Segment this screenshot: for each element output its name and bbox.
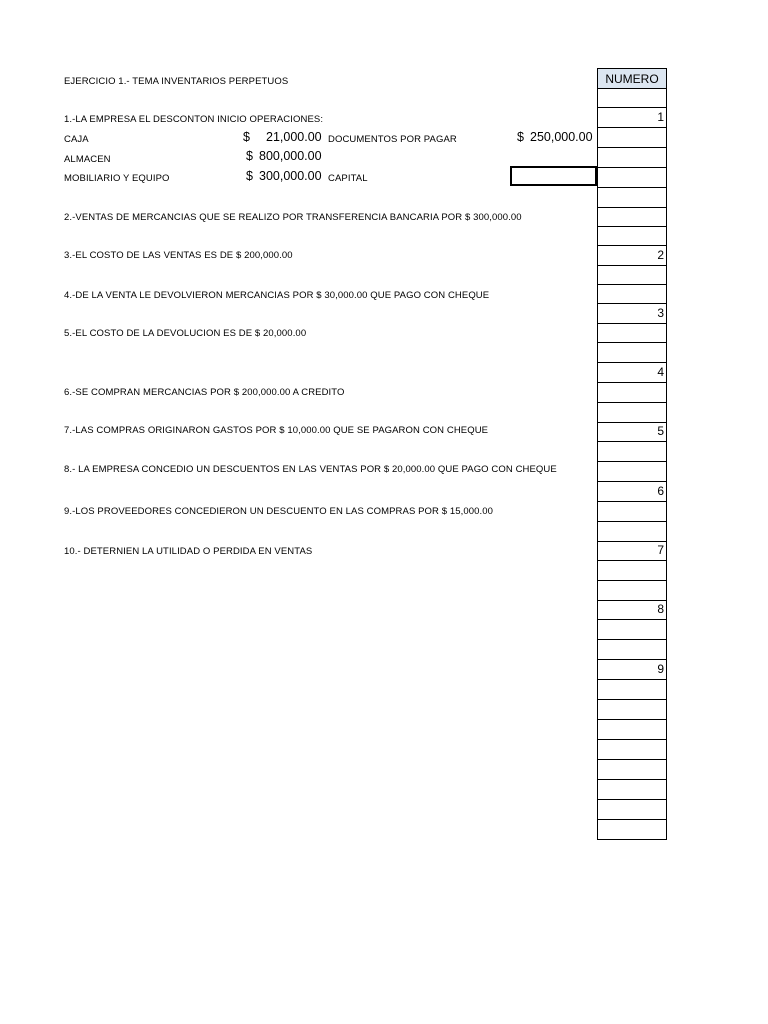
- numero-cell[interactable]: [597, 383, 667, 403]
- item-8: 8.- LA EMPRESA CONCEDIO UN DESCUENTOS EN LAS VENTAS POR $ 20,000.00 QUE PAGO CON CHEQUE: [64, 464, 557, 475]
- numero-cell[interactable]: 2: [597, 246, 667, 266]
- numero-column: [597, 68, 667, 840]
- item-5: 5.-EL COSTO DE LA DEVOLUCION ES DE $ 20,000.00: [64, 328, 307, 339]
- numero-cell[interactable]: [597, 227, 667, 246]
- numero-cell[interactable]: 9: [597, 660, 667, 680]
- documentos-label: DOCUMENTOS POR PAGAR: [328, 134, 457, 145]
- item-1-heading: 1.-LA EMPRESA EL DESCONTON INICIO OPERACIONES:: [64, 114, 324, 125]
- caja-dollar-sign: $: [243, 130, 250, 144]
- numero-cell[interactable]: [597, 502, 667, 522]
- mobiliario-dollar-sign: $: [246, 169, 253, 183]
- numero-cell[interactable]: [597, 343, 667, 363]
- numero-cell[interactable]: [597, 640, 667, 660]
- documentos-value: 250,000.00: [530, 130, 593, 144]
- numero-cell[interactable]: [597, 680, 667, 700]
- numero-cell[interactable]: [597, 324, 667, 343]
- numero-cell[interactable]: 7: [597, 542, 667, 561]
- numero-cell[interactable]: [597, 128, 667, 148]
- numero-cell[interactable]: [597, 780, 667, 800]
- numero-cell[interactable]: [597, 168, 667, 188]
- numero-cell[interactable]: [597, 760, 667, 780]
- item-3: 3.-EL COSTO DE LAS VENTAS ES DE $ 200,000.00: [64, 250, 293, 261]
- numero-cell[interactable]: [597, 442, 667, 462]
- numero-header[interactable]: NUMERO: [597, 68, 667, 89]
- numero-cell[interactable]: 5: [597, 423, 667, 442]
- mobiliario-label: MOBILIARIO Y EQUIPO: [64, 173, 170, 184]
- numero-cell[interactable]: [597, 720, 667, 740]
- item-6: 6.-SE COMPRAN MERCANCIAS POR $ 200,000.00 A CREDITO: [64, 387, 345, 398]
- numero-cell[interactable]: [597, 462, 667, 482]
- mobiliario-value: 300,000.00: [259, 169, 322, 183]
- almacen-dollar-sign: $: [246, 149, 253, 163]
- numero-cell[interactable]: [597, 700, 667, 720]
- exercise-title: EJERCICIO 1.- TEMA INVENTARIOS PERPETUOS: [64, 76, 289, 87]
- numero-cell[interactable]: 1: [597, 108, 667, 128]
- numero-cell[interactable]: [597, 800, 667, 820]
- item-9: 9.-LOS PROVEEDORES CONCEDIERON UN DESCUENTO EN LAS COMPRAS POR $ 15,000.00: [64, 506, 494, 517]
- numero-cell[interactable]: [597, 188, 667, 208]
- numero-cell[interactable]: 3: [597, 304, 667, 324]
- numero-cell[interactable]: [597, 285, 667, 304]
- numero-cell[interactable]: [597, 208, 667, 227]
- caja-label: CAJA: [64, 134, 89, 145]
- item-4: 4.-DE LA VENTA LE DEVOLVIERON MERCANCIAS POR $ 30,000.00 QUE PAGO CON CHEQUE: [64, 290, 490, 301]
- capital-label: CAPITAL: [328, 173, 368, 184]
- numero-cell[interactable]: [597, 740, 667, 760]
- capital-selected-cell[interactable]: [510, 166, 597, 186]
- numero-cell[interactable]: [597, 581, 667, 601]
- caja-value: 21,000.00: [266, 130, 322, 144]
- item-10: 10.- DETERNIEN LA UTILIDAD O PERDIDA EN VENTAS: [64, 546, 313, 557]
- numero-cell[interactable]: [597, 266, 667, 285]
- numero-cell[interactable]: [597, 403, 667, 423]
- numero-cell[interactable]: 6: [597, 482, 667, 502]
- almacen-label: ALMACEN: [64, 154, 111, 165]
- numero-cell[interactable]: [597, 89, 667, 108]
- numero-cell[interactable]: 8: [597, 601, 667, 620]
- numero-cell[interactable]: [597, 561, 667, 581]
- item-2: 2.-VENTAS DE MERCANCIAS QUE SE REALIZO POR TRANSFERENCIA BANCARIA POR $ 300,000.00: [64, 212, 522, 223]
- numero-cell[interactable]: 4: [597, 363, 667, 383]
- numero-cell[interactable]: [597, 148, 667, 168]
- documentos-dollar-sign: $: [517, 130, 524, 144]
- numero-cells: [597, 89, 667, 840]
- item-7: 7.-LAS COMPRAS ORIGINARON GASTOS POR $ 10,000.00 QUE SE PAGARON CON CHEQUE: [64, 425, 489, 436]
- numero-cell[interactable]: [597, 522, 667, 542]
- numero-cell[interactable]: [597, 620, 667, 640]
- almacen-value: 800,000.00: [259, 149, 322, 163]
- numero-cell[interactable]: [597, 820, 667, 840]
